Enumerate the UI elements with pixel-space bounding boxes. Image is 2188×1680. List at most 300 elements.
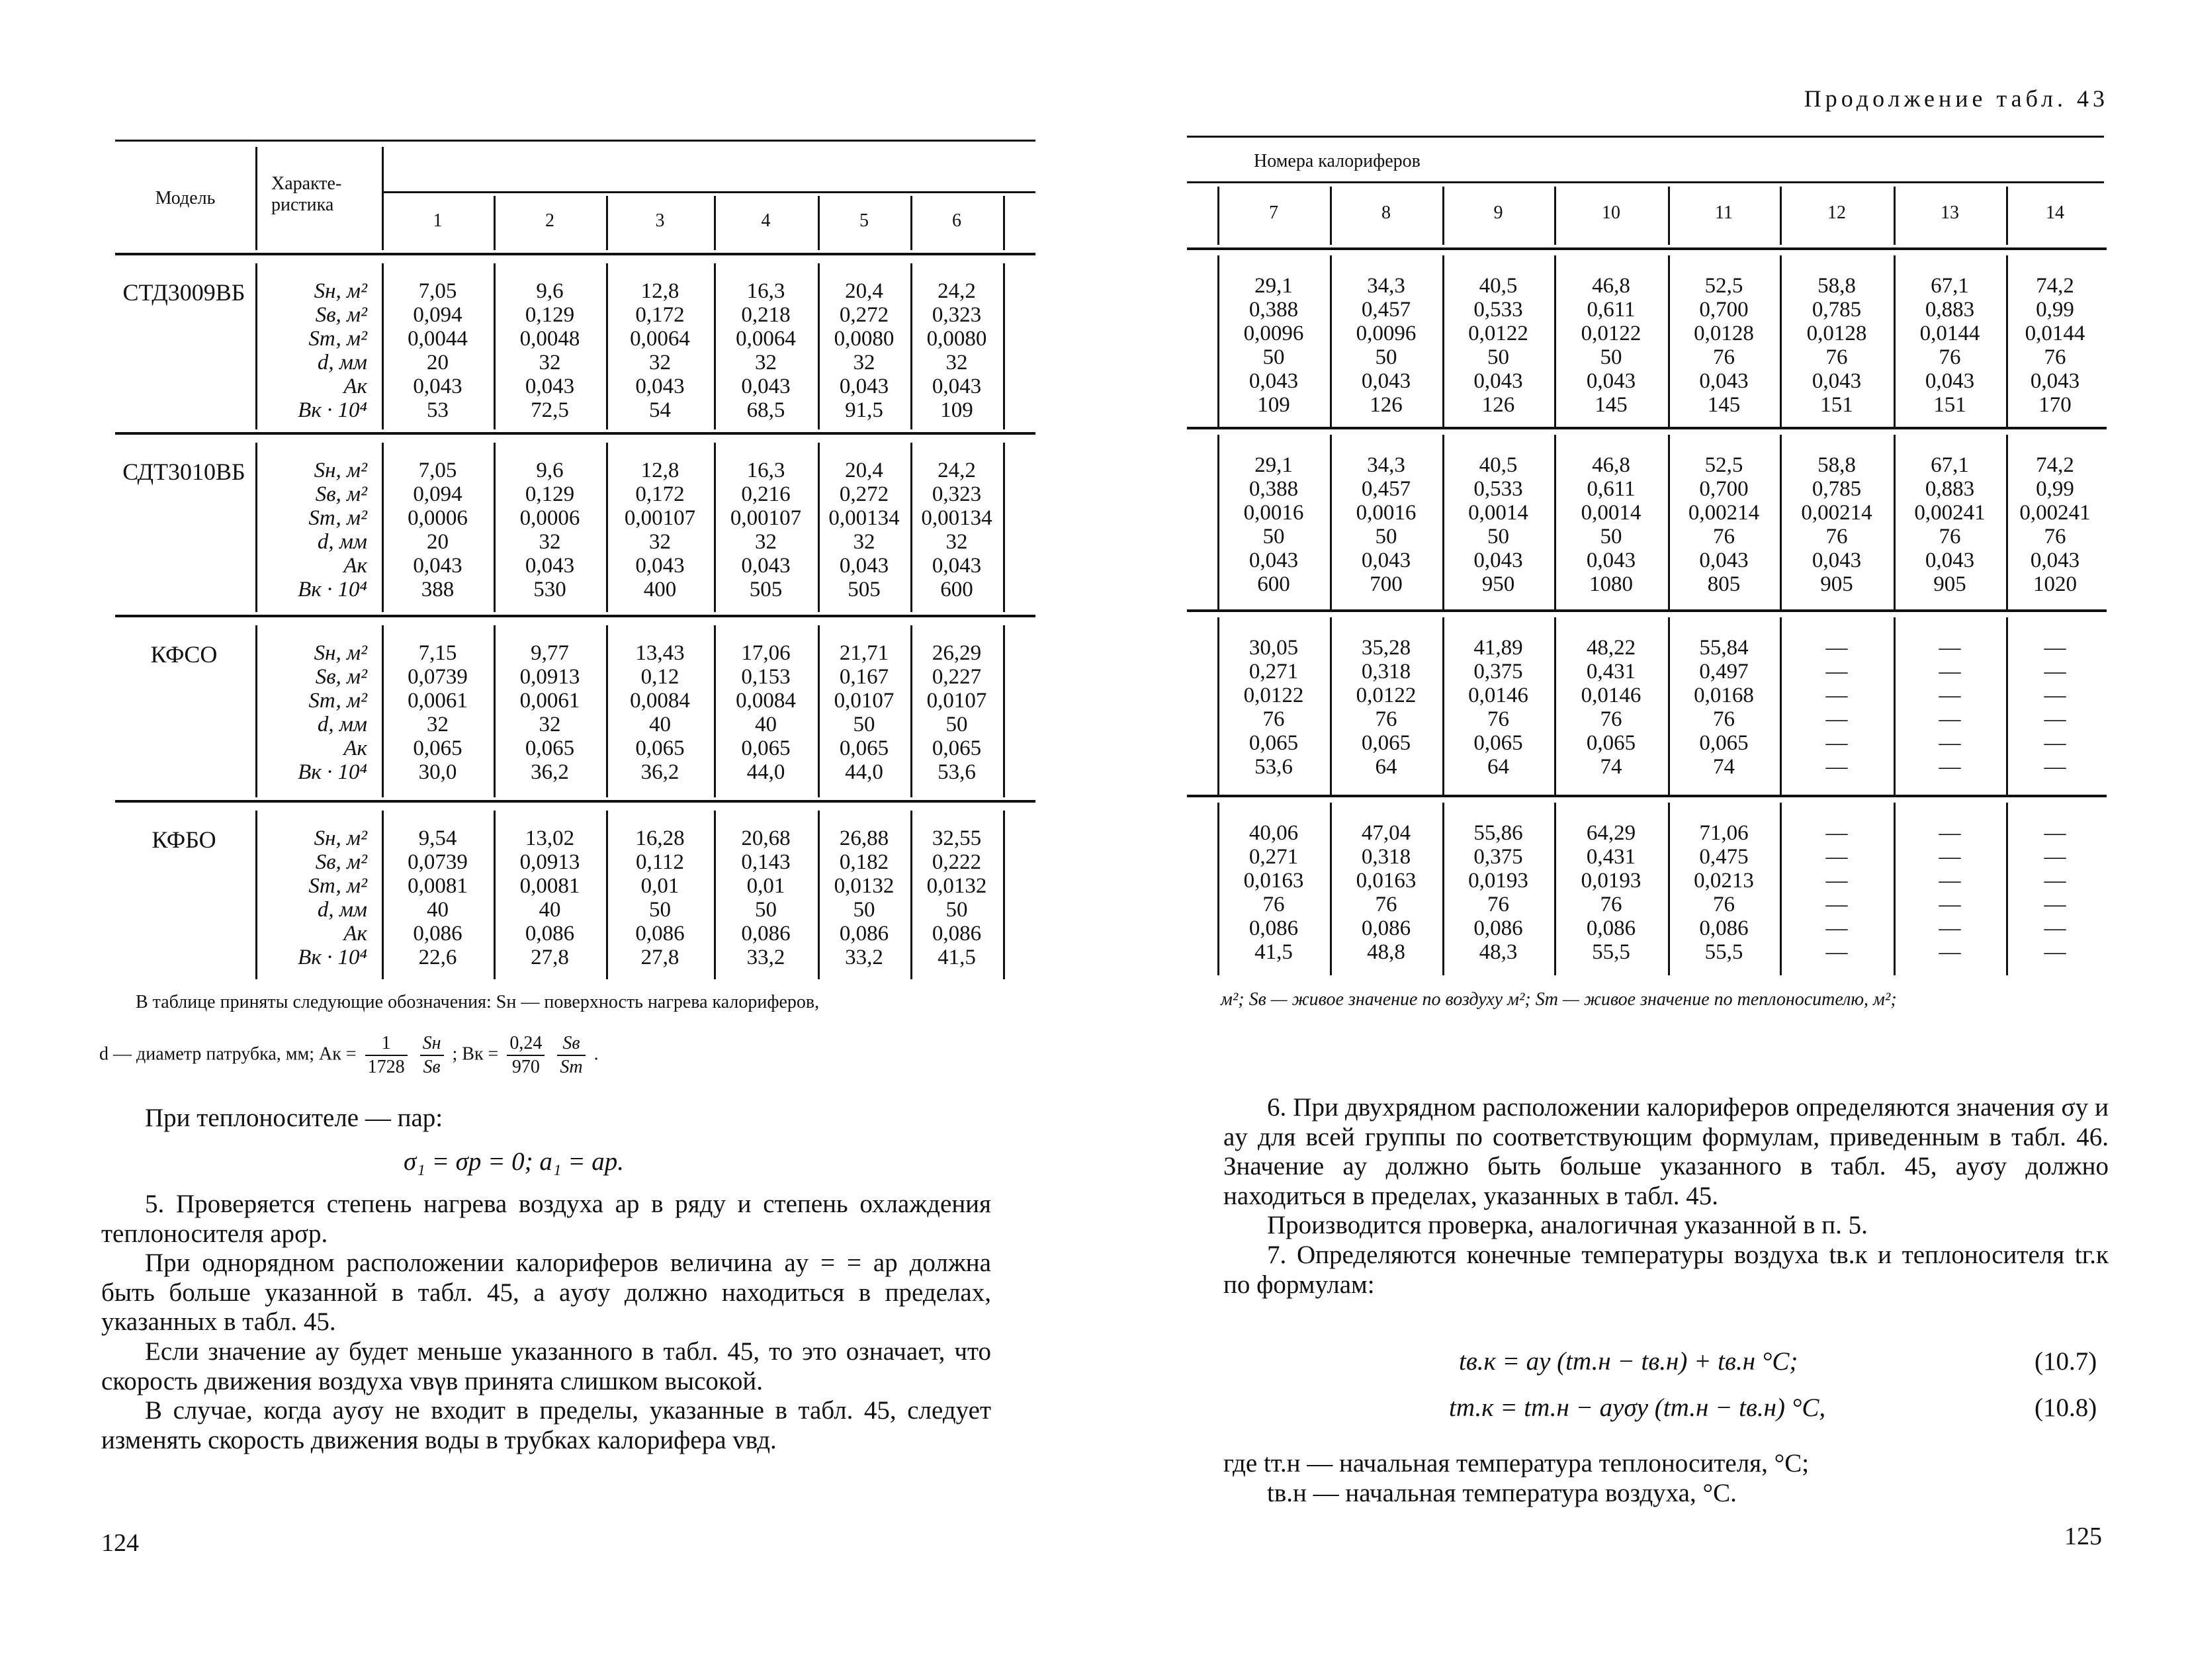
table-cell	[910, 279, 1003, 422]
cell-value: 0,0913	[519, 665, 580, 689]
cell-value: 64,29	[1586, 821, 1636, 845]
cell-value: 34,3	[1367, 274, 1405, 298]
cell-value: 40,5	[1479, 453, 1518, 477]
cell-value: 0,086	[525, 922, 575, 946]
denominator: 970	[511, 1057, 540, 1077]
table-caption: Номера калориферов	[1254, 151, 1421, 171]
cell-value: 0,182	[839, 850, 889, 874]
cell-value: 0,065	[1473, 731, 1523, 755]
cell-value: 44,0	[746, 760, 785, 784]
footnote-end: .	[593, 1043, 599, 1065]
table-cell	[910, 826, 1003, 969]
denominator: 1728	[367, 1057, 405, 1077]
table-cell	[494, 826, 606, 969]
cell-value: 0,0913	[519, 850, 580, 874]
cell-value: 0,043	[932, 375, 982, 398]
cell-value: 58,8	[1817, 274, 1856, 298]
cell-value: 0,227	[932, 665, 982, 689]
cell-value: 0,99	[2036, 477, 2074, 501]
cell-value: 53,6	[938, 760, 976, 784]
cell-value: 76	[1262, 893, 1285, 916]
cell-value: 0,0132	[834, 874, 895, 898]
cell-value: 0,043	[635, 554, 685, 578]
cell-value: 7,05	[418, 459, 457, 482]
left-intro	[101, 1104, 991, 1133]
cell-value: 50	[1487, 345, 1509, 369]
cell-value: 33,2	[746, 946, 785, 969]
cell-value: 50	[755, 898, 777, 922]
cell-value: 50	[945, 713, 968, 736]
cell-value: 0,00134	[828, 506, 900, 530]
group-rule	[115, 432, 1035, 435]
cell-value: 40	[649, 713, 671, 736]
cell-value: 50	[853, 713, 875, 736]
cell-value: 9,6	[536, 459, 564, 482]
cell-value: Sт, м²	[308, 506, 367, 530]
cell-value: 0,0739	[408, 850, 468, 874]
cell-value: 0,0081	[519, 874, 580, 898]
cell-value: 0,143	[741, 850, 791, 874]
cell-value: 0,043	[635, 375, 685, 398]
cell-value: —	[2044, 821, 2066, 845]
cell-value: Sт, м²	[308, 689, 367, 713]
where-line-2: tв.н — начальная температура воздуха, °C.	[1267, 1479, 1737, 1507]
cell-value: 58,8	[1817, 453, 1856, 477]
cell-value: 0,0144	[1919, 322, 1980, 345]
cell-value: 0,0122	[1468, 322, 1528, 345]
cell-value: 48,3	[1479, 940, 1518, 964]
table-cell	[382, 459, 494, 601]
header-column-number: 3	[655, 210, 665, 231]
cell-value: —	[1939, 821, 1961, 845]
cell-value: 7,05	[418, 279, 457, 303]
cell-value: 0,153	[741, 665, 791, 689]
cell-value: 0,086	[413, 922, 462, 946]
cell-value: 48,8	[1367, 940, 1405, 964]
cell-value: 76	[1487, 893, 1509, 916]
numerator: 0,24	[507, 1032, 545, 1056]
cell-value: 0,0016	[1243, 501, 1304, 525]
table-cell	[910, 459, 1003, 601]
header-column-number: 1	[433, 210, 443, 231]
column-divider	[255, 443, 257, 612]
cell-value: 0,0163	[1356, 869, 1417, 893]
equation-number: (10.7)	[2035, 1347, 2097, 1376]
cell-value: 36,2	[640, 760, 679, 784]
cell-value: 7,15	[418, 641, 457, 665]
cell-value: 0,112	[635, 850, 685, 874]
cell-value: 50	[1600, 345, 1622, 369]
header-column-number: 6	[952, 210, 961, 231]
cell-value: 0,0064	[630, 327, 690, 351]
paragraph: 5. Проверяется степень нагрева воздуха aр в ряду и степень охлаждения теплоносителя aрσр.	[101, 1190, 991, 1248]
paragraph: Если значение aу будет меньше указанного в табл. 45, то это означает, что скорость движения воздуха vвγв принята слишком высокой.	[101, 1337, 991, 1395]
column-divider	[382, 147, 384, 250]
cell-value: 30,05	[1248, 636, 1299, 660]
cell-value: —	[2044, 636, 2066, 660]
cell-value: 50	[1375, 345, 1397, 369]
cell-value: 35,28	[1361, 636, 1411, 660]
cell-value: 0,0014	[1468, 501, 1528, 525]
table-cell	[494, 641, 606, 784]
cell-value: 0,785	[1812, 298, 1862, 322]
cell-value: Sн, м²	[314, 826, 367, 850]
cell-value: 91,5	[845, 398, 883, 422]
table-cell	[2006, 636, 2104, 779]
cell-value: —	[1939, 916, 1961, 940]
cell-value: —	[1939, 893, 1961, 916]
paragraph: При однорядном расположении калориферов величина aу = = aр должна быть больше указанной в табл. 45, а aуσу должно находиться в пределах, указанных в табл. 45.	[101, 1249, 991, 1337]
footnote-mid: ; Bк =	[452, 1043, 499, 1065]
cell-value: 68,5	[746, 398, 785, 422]
cell-value: 76	[1262, 707, 1285, 731]
cell-value: Bк · 10⁴	[298, 946, 367, 969]
cell-value: 0,318	[1361, 845, 1411, 869]
cell-value: 0,388	[1248, 477, 1299, 501]
cell-value: 76	[1713, 525, 1735, 549]
cell-value: 46,8	[1592, 274, 1630, 298]
cell-value: 50	[1487, 525, 1509, 549]
cell-value: 0,086	[1473, 916, 1523, 940]
cell-value: 32	[649, 351, 671, 375]
cell-value: —	[1825, 893, 1848, 916]
column-divider	[1003, 811, 1005, 979]
characteristic-labels	[258, 459, 367, 601]
cell-value: 52,5	[1704, 453, 1743, 477]
cell-value: 0,043	[1473, 369, 1523, 393]
cell-value: 32	[755, 530, 777, 554]
cell-value: 0,172	[635, 303, 685, 327]
cell-value: 16,28	[635, 826, 685, 850]
cell-value: Aк	[343, 736, 367, 760]
cell-value: Bк · 10⁴	[298, 398, 367, 422]
table-cell	[1668, 453, 1780, 596]
group-rule	[1187, 247, 2107, 250]
cell-value: 0,0061	[519, 689, 580, 713]
cell-value: Bк · 10⁴	[298, 760, 367, 784]
cell-value: 0,0163	[1243, 869, 1304, 893]
cell-value: —	[2044, 869, 2066, 893]
cell-value: 20,68	[741, 826, 791, 850]
column-divider	[255, 263, 257, 429]
cell-value: —	[2044, 731, 2066, 755]
header-column-number: 8	[1381, 202, 1391, 223]
table-cell	[1668, 274, 1780, 417]
cell-value: 0,0080	[926, 327, 987, 351]
cell-value: 64	[1487, 755, 1509, 779]
cell-value: 9,54	[418, 826, 457, 850]
cell-value: 32	[945, 351, 968, 375]
cell-value: 0,065	[1361, 731, 1411, 755]
cell-value: 20	[427, 351, 449, 375]
cell-value: 0,043	[839, 375, 889, 398]
model-name: СДТ3010ВБ	[122, 459, 245, 485]
cell-value: 50	[649, 898, 671, 922]
cell-value: 0,043	[1473, 549, 1523, 572]
cell-value: 41,5	[938, 946, 976, 969]
cell-value: 0,375	[1473, 845, 1523, 869]
cell-value: 32	[853, 530, 875, 554]
cell-value: 0,0044	[408, 327, 468, 351]
table-cell	[714, 641, 818, 784]
cell-value: 0,086	[1361, 916, 1411, 940]
cell-value: 0,043	[1925, 369, 1975, 393]
cell-value: 41,5	[1254, 940, 1293, 964]
cell-value: 76	[1600, 893, 1622, 916]
cell-value: 0,043	[741, 375, 791, 398]
table-cell	[1780, 453, 1894, 596]
cell-value: 0,0064	[736, 327, 796, 351]
header-inner-rule	[382, 191, 1035, 193]
cell-value: 0,00107	[624, 506, 696, 530]
cell-value: 76	[1713, 893, 1735, 916]
header-column-number: 4	[761, 210, 771, 231]
cell-value: 9,6	[536, 279, 564, 303]
table-cell	[1554, 274, 1668, 417]
cell-value: 50	[1262, 525, 1285, 549]
cell-value: Bк · 10⁴	[298, 578, 367, 601]
table-cell	[606, 826, 714, 969]
cell-value: 0,0107	[834, 689, 895, 713]
equation-number: (10.8)	[2035, 1393, 2097, 1422]
cell-value: —	[1825, 707, 1848, 731]
cell-value: Sв, м²	[315, 850, 367, 874]
cell-value: 0,065	[525, 736, 575, 760]
cell-value: 40	[755, 713, 777, 736]
page-number-right: 125	[2064, 1523, 2102, 1550]
cell-value: d, мм	[317, 713, 367, 736]
column-divider	[1003, 196, 1005, 250]
cell-value: 0,318	[1361, 660, 1411, 684]
cell-value: 40	[539, 898, 561, 922]
ak-fraction-1	[365, 1032, 408, 1079]
cell-value: —	[2044, 845, 2066, 869]
cell-value: 50	[1375, 525, 1397, 549]
cell-value: 0,533	[1473, 477, 1523, 501]
cell-value: Sн, м²	[314, 641, 367, 665]
cell-value: 44,0	[845, 760, 883, 784]
header-column-number: 7	[1269, 202, 1278, 223]
cell-value: 50	[945, 898, 968, 922]
table-cell	[1442, 274, 1554, 417]
cell-value: 55,86	[1473, 821, 1523, 845]
cell-value: 0,043	[1248, 369, 1299, 393]
cell-value: —	[1939, 707, 1961, 731]
cell-value: 0,043	[2030, 549, 2080, 572]
cell-value: 0,0122	[1356, 684, 1417, 707]
group-rule	[1187, 795, 2107, 797]
cell-value: 0,0213	[1694, 869, 1754, 893]
cell-value: 0,043	[525, 554, 575, 578]
footnote-prefix: d — диаметр патрубка, мм; Aк =	[99, 1043, 357, 1065]
cell-value: 0,431	[1586, 660, 1636, 684]
cell-value: —	[2044, 916, 2066, 940]
table-cell	[818, 826, 910, 969]
cell-value: 16,3	[746, 279, 785, 303]
running-head: Продолжение табл. 43	[1804, 85, 2109, 112]
table-cell	[494, 459, 606, 601]
cell-value: 126	[1370, 393, 1403, 417]
table-cell	[1442, 453, 1554, 596]
cell-value: 0,272	[839, 303, 889, 327]
cell-value: 24,2	[938, 279, 976, 303]
cell-value: —	[2044, 707, 2066, 731]
cell-value: 505	[848, 578, 881, 601]
cell-value: 17,06	[741, 641, 791, 665]
cell-value: 0,99	[2036, 298, 2074, 322]
cell-value: 0,0193	[1468, 869, 1528, 893]
cell-value: 74	[1600, 755, 1622, 779]
cell-value: 0,00107	[730, 506, 802, 530]
cell-value: 0,094	[413, 482, 462, 506]
cell-value: 0,323	[932, 303, 982, 327]
header-column-number: 11	[1715, 202, 1733, 223]
cell-value: —	[1825, 755, 1848, 779]
cell-value: Aк	[343, 922, 367, 946]
cell-value: 67,1	[1931, 453, 1969, 477]
cell-value: 0,0146	[1581, 684, 1641, 707]
paragraph: В случае, когда aуσу не входит в пределы, указанные в табл. 45, следует изменять скорость движения воды в трубках калорифера vвд.	[101, 1396, 991, 1454]
table-cell	[1554, 636, 1668, 779]
characteristic-labels	[258, 641, 367, 784]
cell-value: 0,167	[839, 665, 889, 689]
cell-value: 29,1	[1254, 274, 1293, 298]
cell-value: —	[1939, 660, 1961, 684]
cell-value: 30,0	[418, 760, 457, 784]
column-divider	[255, 811, 257, 979]
cell-value: —	[1825, 660, 1848, 684]
model-name: КФБО	[152, 826, 216, 853]
cell-value: 32	[945, 530, 968, 554]
cell-value: 47,04	[1361, 821, 1411, 845]
table-cell	[818, 641, 910, 784]
cell-value: 0,065	[839, 736, 889, 760]
cell-value: 0,0168	[1694, 684, 1754, 707]
cell-value: 0,065	[1586, 731, 1636, 755]
cell-value: 20,4	[845, 459, 883, 482]
table-cell	[1217, 821, 1330, 964]
cell-value: 0,043	[1812, 549, 1862, 572]
cell-value: 0,043	[2030, 369, 2080, 393]
cell-value: —	[1825, 940, 1848, 964]
cell-value: 0,271	[1248, 660, 1299, 684]
table-cell	[1894, 453, 2006, 596]
cell-value: 0,388	[1248, 298, 1299, 322]
cell-value: —	[2044, 755, 2066, 779]
cell-value: 32,55	[932, 826, 982, 850]
cell-value: 388	[421, 578, 455, 601]
cell-value: 0,065	[413, 736, 462, 760]
cell-value: 0,086	[1699, 916, 1749, 940]
cell-value: 0,043	[741, 554, 791, 578]
cell-value: 0,065	[635, 736, 685, 760]
cell-value: 0,0144	[2025, 322, 2085, 345]
cell-value: —	[1825, 684, 1848, 707]
cell-value: 26,88	[839, 826, 889, 850]
cell-value: 0,0014	[1581, 501, 1641, 525]
cell-value: 74	[1713, 755, 1735, 779]
model-name: СТД3009ВБ	[122, 279, 245, 306]
cell-value: 0,065	[741, 736, 791, 760]
table-cell	[1217, 636, 1330, 779]
cell-value: Sв, м²	[315, 482, 367, 506]
cell-value: 0,043	[413, 375, 462, 398]
cell-value: —	[1939, 636, 1961, 660]
cell-value: 27,8	[640, 946, 679, 969]
cell-value: 0,043	[1699, 369, 1749, 393]
cell-value: 76	[1375, 893, 1397, 916]
cell-value: 0,0006	[408, 506, 468, 530]
table-cell	[382, 641, 494, 784]
cell-value: 170	[2038, 393, 2072, 417]
cell-value: —	[1825, 731, 1848, 755]
table-cell	[1780, 636, 1894, 779]
cell-value: 0,043	[839, 554, 889, 578]
cell-value: 12,8	[640, 459, 679, 482]
table-cell	[910, 641, 1003, 784]
header-characteristic: Характе- ристика	[271, 173, 342, 215]
cell-value: 126	[1481, 393, 1515, 417]
cell-value: 0,0128	[1806, 322, 1867, 345]
table-cell	[1330, 821, 1442, 964]
cell-value: 55,5	[1592, 940, 1630, 964]
numerator: Sв	[557, 1032, 585, 1056]
cell-value: 0,086	[635, 922, 685, 946]
cell-value: Sв, м²	[315, 303, 367, 327]
cell-value: 0,497	[1699, 660, 1749, 684]
left-footnote-line2	[99, 1032, 599, 1079]
cell-value: 32	[427, 713, 449, 736]
cell-value: 0,0122	[1243, 684, 1304, 707]
cell-value: 34,3	[1367, 453, 1405, 477]
cell-value: 0,431	[1586, 845, 1636, 869]
cell-value: 0,043	[1248, 549, 1299, 572]
cell-value: d, мм	[317, 351, 367, 375]
cell-value: 0,323	[932, 482, 982, 506]
header-column-number: 10	[1602, 202, 1620, 223]
cell-value: 0,043	[1925, 549, 1975, 572]
cell-value: 0,222	[932, 850, 982, 874]
cell-value: Sн, м²	[314, 459, 367, 482]
cell-value: 64	[1375, 755, 1397, 779]
group-rule	[1187, 427, 2107, 429]
cell-value: —	[1825, 845, 1848, 869]
cell-value: 76	[2044, 525, 2066, 549]
cell-value: 0,00214	[1801, 501, 1872, 525]
cell-value: —	[1825, 636, 1848, 660]
cell-value: 0,0193	[1581, 869, 1641, 893]
cell-value: —	[1939, 731, 1961, 755]
cell-value: 0,0006	[519, 506, 580, 530]
cell-value: —	[1939, 755, 1961, 779]
cell-value: 0,218	[741, 303, 791, 327]
cell-value: 0,883	[1925, 298, 1975, 322]
cell-value: 0,00241	[2019, 501, 2091, 525]
table-cell	[1780, 274, 1894, 417]
cell-value: 0,043	[932, 554, 982, 578]
bk-fraction-1	[507, 1032, 545, 1079]
cell-value: 0,00134	[921, 506, 992, 530]
table-top-rule	[1187, 136, 2104, 138]
denominator: Sв	[423, 1057, 441, 1077]
cell-value: 0,0084	[630, 689, 690, 713]
cell-value: 76	[1939, 525, 1961, 549]
cell-value: 26,29	[932, 641, 982, 665]
where-line-1: где tт.н — начальная температура теплоносителя, °C;	[1223, 1449, 1810, 1478]
cell-value: 0,533	[1473, 298, 1523, 322]
cell-value: 0,065	[1248, 731, 1299, 755]
cell-value: 400	[643, 578, 677, 601]
